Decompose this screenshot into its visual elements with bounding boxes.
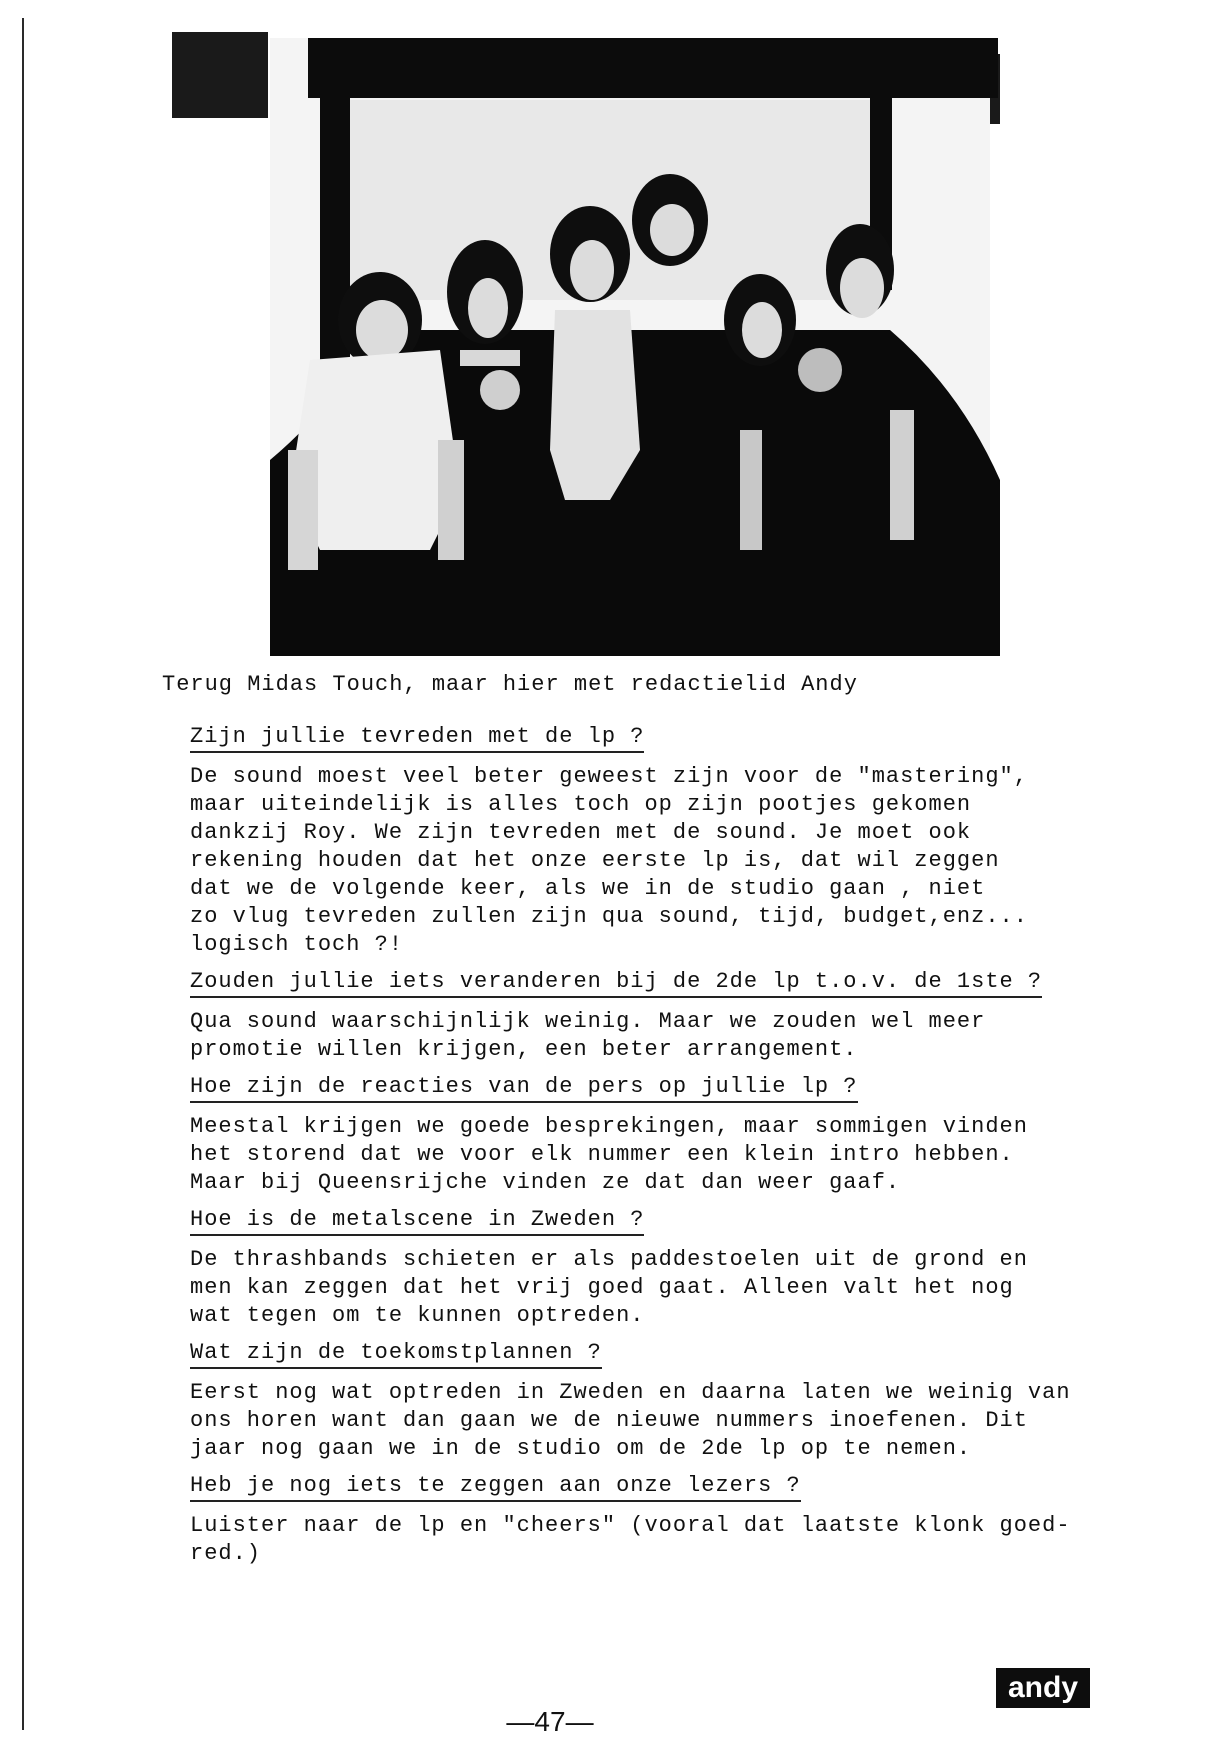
qa-item [190,1473,1150,1568]
band-photo-graphic [170,30,1018,658]
interview-answer: Luister naar de lp en "cheers" (vooral dat laatste klonk goed- red.) [190,1513,1071,1566]
qa-item [190,1340,1150,1463]
interview-section [190,724,1150,1578]
interview-question: Hoe zijn de reacties van de pers op jullie lp ? [190,1074,858,1103]
interview-answer: Eerst nog wat optreden in Zweden en daarna laten we weinig van ons horen want dan gaan we de nieuwe nummers inoefenen. Dit jaar nog gaan we in de studio om de 2de lp op te nemen. [190,1380,1071,1461]
interview-question: Hoe is de metalscene in Zweden ? [190,1207,644,1236]
qa-item [190,1074,1150,1197]
photo-caption: Terug Midas Touch, maar hier met redactielid Andy [162,672,858,697]
qa-item [190,969,1150,1064]
interview-answer: De sound moest veel beter geweest zijn voor de "mastering", maar uiteindelijk is alles toch op zijn pootjes gekomen dankzij Roy. We zijn tevreden met de sound. Je moet ook rekening houden dat het onze eerste lp is, dat wil zeggen dat we de volgende keer, als we in de studio gaan , niet zo vlug tevreden zullen zijn qua sound, tijd, budget,enz... logisch toch ?! [190,764,1028,957]
qa-item [190,724,1150,959]
interview-answer: Meestal krijgen we goede besprekingen, maar sommigen vinden het storend dat we voor elk nummer een klein intro hebben. Maar bij Queensrijche vinden ze dat dan weer gaaf. [190,1114,1028,1195]
author-signature-badge: andy [996,1668,1090,1708]
interview-question: Zijn jullie tevreden met de lp ? [190,724,644,753]
page-number: —47— [506,1706,594,1737]
band-photo [170,30,1018,658]
interview-question: Zouden jullie iets veranderen bij de 2de lp t.o.v. de 1ste ? [190,969,1042,998]
interview-question: Heb je nog iets te zeggen aan onze lezers ? [190,1473,801,1502]
qa-item [190,1207,1150,1330]
interview-answer: De thrashbands schieten er als paddestoelen uit de grond en men kan zeggen dat het vrij goed gaat. Alleen valt het nog wat tegen om te kunnen optreden. [190,1247,1028,1328]
page-binding-edge [22,18,24,1730]
interview-answer: Qua sound waarschijnlijk weinig. Maar we zouden wel meer promotie willen krijgen, een beter arrangement. [190,1009,986,1062]
interview-question: Wat zijn de toekomstplannen ? [190,1340,602,1369]
